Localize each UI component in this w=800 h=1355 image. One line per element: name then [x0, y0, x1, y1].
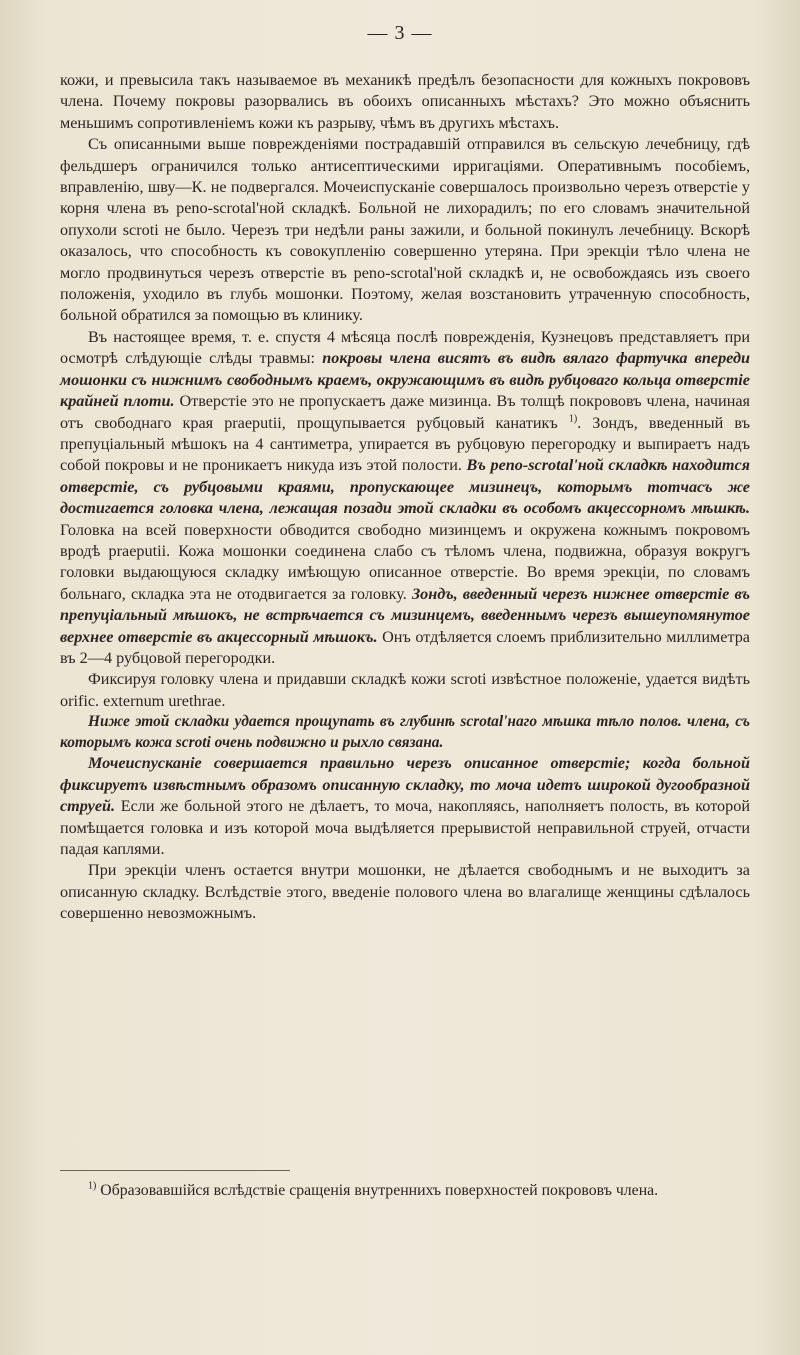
paragraph: [60, 70, 750, 134]
italic-text: Въ peno-scrotal'ной складкѣ находится отверстіе, съ рубцовыми краями, пропускающее мизинецъ, которымъ тотчасъ же достигается головка члена, лежащая позади этой складки въ особомъ акцессорномъ мѣшкѣ.: [60, 456, 750, 518]
paragraph: [60, 753, 750, 860]
text-run: кожи, и превысила такъ называемое въ механикѣ предѣлъ безопасности для кожныхъ покрововъ члена. Почему покровы разорвались въ обоихъ описанныхъ мѣстахъ? Это можно объяснить меньшимъ сопротивленіемъ кожи къ разрыву, чѣмъ въ другихъ мѣстахъ.: [60, 71, 750, 132]
footnote-marker: 1): [88, 1180, 97, 1192]
text-run: Въ настоящее время, т. е. спустя 4 мѣсяца послѣ поврежденія, Кузнецовъ представляетъ при осмотрѣ слѣдующіе слѣды травмы:: [60, 327, 750, 368]
text-run: Онъ отдѣляется слоемъ приблизительно миллиметра въ 2—4 рубцовой перегородки.: [60, 627, 750, 667]
text-run: Отверстіе это не пропускаетъ даже мизинца. Въ толщѣ покрововъ члена, начиная отъ свободнаго края praeputii, прощупывается рубцовый канатикъ: [60, 392, 750, 432]
footnote-text: Образовавшійся вслѣдствіе сращенія внутреннихъ поверхностей покрововъ члена.: [96, 1182, 659, 1199]
text-run: Съ описанными выше поврежденіями пострадавшій отправился въ сельскую лечебницу, гдѣ фельдшеръ ограничился только антисептическими ирригаціями. Оперативнымъ пособіемъ, вправленію, шву—К. не подвергался. Мочеиспусканіе совершалось произвольно черезъ отверстіе у корня члена въ peno-scrotal'ной складкѣ. Больной не лихорадилъ; по его словамъ значительной опухоли scroti не было. Черезъ три недѣли раны зажили, и больной покинулъ лечебницу. Вскорѣ оказалось, что способность къ совокупленію совершенно утеряна. При эрекціи тѣло члена не могло продвинуться черезъ отверстіе въ peno-scrotal'ной складкѣ и, не освобождаясь изъ своего положенія, уходило въ глубь мошонки. Поэтому, желая возстановить утраченную способность, больной обратился за помощью въ клинику.: [60, 135, 750, 325]
text-run: При эрекціи членъ остается внутри мошонки, не дѣлается свободнымъ и не выходитъ за описанную складку. Вслѣдствіе этого, введеніе полового члена во влагалище женщины сдѣлалось совершенно невозможнымъ.: [60, 861, 750, 923]
footnote-ref: 1): [568, 413, 578, 425]
paragraph: [60, 134, 750, 327]
text-run: . Зондъ, введенный въ препуціальный мѣшокъ на 4 сантиметра, упирается въ рубцовую перегородку и выпираетъ надъ собой покровы и не проникаетъ никуда изъ этой полости.: [60, 413, 751, 475]
page-number: — 3 —: [367, 22, 433, 44]
italic-text: Мочеиспусканіе совершается правильно черезъ описанное отверстіе; когда больной фиксируетъ извѣстнымъ образомъ описанную складку, то моча идетъ широкой дугообразной струей.: [60, 754, 750, 816]
text-run: Если же больной этого не дѣлаетъ, то моча, накопляясь, наполняетъ полость, въ которой помѣщается головка и изъ которой моча выдѣляется прерывистой неправильной струей, отчасти падая каплями.: [60, 797, 750, 858]
paragraph: [60, 860, 750, 924]
italic-text: покровы члена висятъ въ видѣ вялаго фартучка впереди мошонки съ нижнимъ свободнымъ краемъ, окружающимъ въ видѣ рубцоваго кольца отверстіе крайней плоти.: [60, 349, 751, 411]
paragraph: [60, 327, 750, 670]
body-text: [60, 70, 750, 925]
paragraph: [60, 669, 750, 712]
paragraph: [60, 712, 750, 753]
text-run: Фиксируя головку члена и придавши складкѣ кожи scroti извѣстное положеніе, удается видѣть orific. externum urethrae.: [60, 670, 750, 710]
italic-text: Ниже этой складки удается прощупать въ глубинѣ scrotal'наго мѣшка тѣло полов. члена, съ которымъ кожа scroti очень подвижно и рыхло связана.: [60, 713, 750, 751]
text-run: Головка на всей поверхности обводится свободно мизинцемъ и окружена кожнымъ покровомъ вродѣ praeputii. Кожа мошонки соединена слабо съ тѣломъ члена, подвижна, образуя вокругъ головки выдающуюся складку имѣющую описанное отверстіе. Во время эрекціи, по словамъ больнаго, складка эта не отодвигается за головку.: [60, 520, 750, 603]
footnote-divider: [60, 1170, 290, 1171]
footnote: [60, 1180, 750, 1201]
italic-text: Зондъ, введенный черезъ нижнее отверстіе въ препуціальный мѣшокъ, не встрѣчается съ мизинцемъ, введеннымъ черезъ вышеупомянутое верхнее отверстіе въ акцессорный мѣшокъ.: [60, 584, 750, 646]
